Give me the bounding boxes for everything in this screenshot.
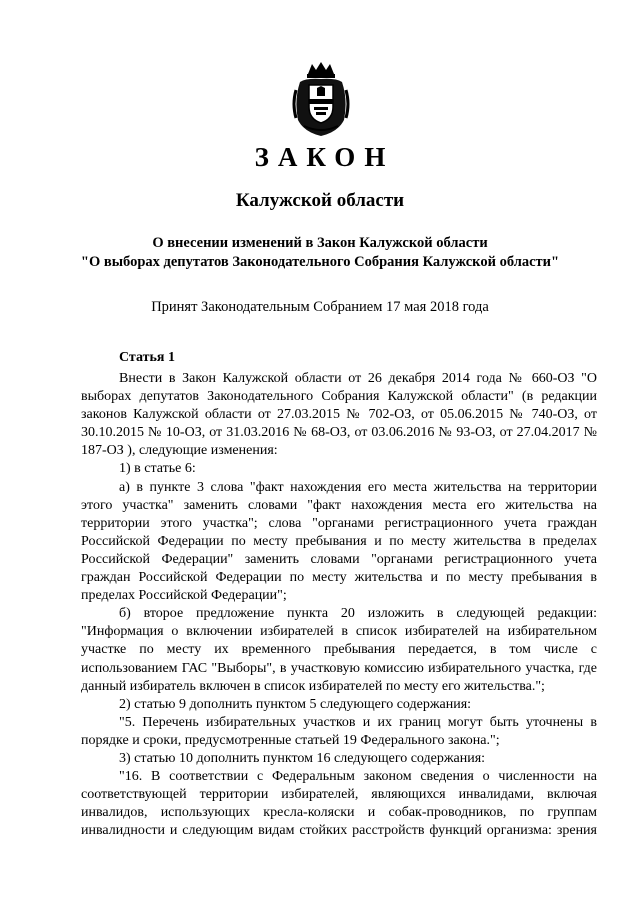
- law-heading-line1: О внесении изменений в Закон Калужской области: [152, 235, 488, 251]
- law-heading-line2: "О выборах депутатов Законодательного Собрания Калужской области": [80, 254, 560, 270]
- document-subtitle: Калужской области: [235, 190, 405, 211]
- paragraph: 1) в статье 6:: [119, 461, 196, 477]
- coat-of-arms-emblem: [290, 60, 352, 138]
- article-title: Статья 1: [119, 350, 175, 365]
- article-body: [81, 370, 597, 840]
- paragraph: б) второе предложение пункта 20 изложить в следующей редакции: "Информация о включении избирателей в список избирателей на избирательном участке по месту их временного пребывания передается, в том числе с использованием ГАС "Выборы", в участковую комиссию избирательного участка, где данный избиратель включен в список избирателей по месту его жительства.";: [81, 606, 597, 694]
- paragraph: а) в пункте 3 слова "факт нахождения его места жительства на территории этого участка" заменить словами "факт нахождения места его жительства на территории этого участка"; слова "органами регистрационного учета граждан Российской Федерации по месту пребывания и по месту жительства в пределах Российской Федерации" заменить словами "органами регистрационного учета граждан Российской Федерации по месту жительства и по месту пребывания в пределах Российской Федерации";: [81, 479, 597, 604]
- paragraph: Внести в Закон Калужской области от 26 декабря 2014 года № 660-ОЗ "О выборах депутатов Законодательного Собрания Калужской области" (в редакции законов Калужской области от 27.03.2015 № 702-ОЗ, от 05.06.2015 № 740-ОЗ, от 30.10.2015 № 10-ОЗ, от 31.03.2016 № 68-ОЗ, от 03.06.2016 № 93-ОЗ, от 27.04.2017 № 187-ОЗ ), следующие изменения:: [81, 371, 597, 459]
- paragraph: "5. Перечень избирательных участков и их границ могут быть уточнены в порядке и сроки, предусмотренные статьей 19 Федерального закона.";: [81, 714, 597, 748]
- paragraph: 2) статью 9 дополнить пунктом 5 следующего содержания:: [119, 696, 472, 712]
- adoption-statement: Принят Законодательным Собранием 17 мая 2018 года: [151, 299, 489, 315]
- paragraph: 3) статью 10 дополнить пунктом 16 следующего содержания:: [119, 750, 486, 766]
- document-title: ЗАКОН: [254, 142, 395, 172]
- law-heading: [0, 234, 640, 272]
- paragraph: "16. В соответствии с Федеральным законом сведения о численности на соответствующей территории избирателей, являющихся инвалидами, включая инвалидов, использующих кресла-коляски и собак-проводников, по группам инвалидности и следующим видам стойких расстройств функций организма: зрения: [81, 769, 597, 839]
